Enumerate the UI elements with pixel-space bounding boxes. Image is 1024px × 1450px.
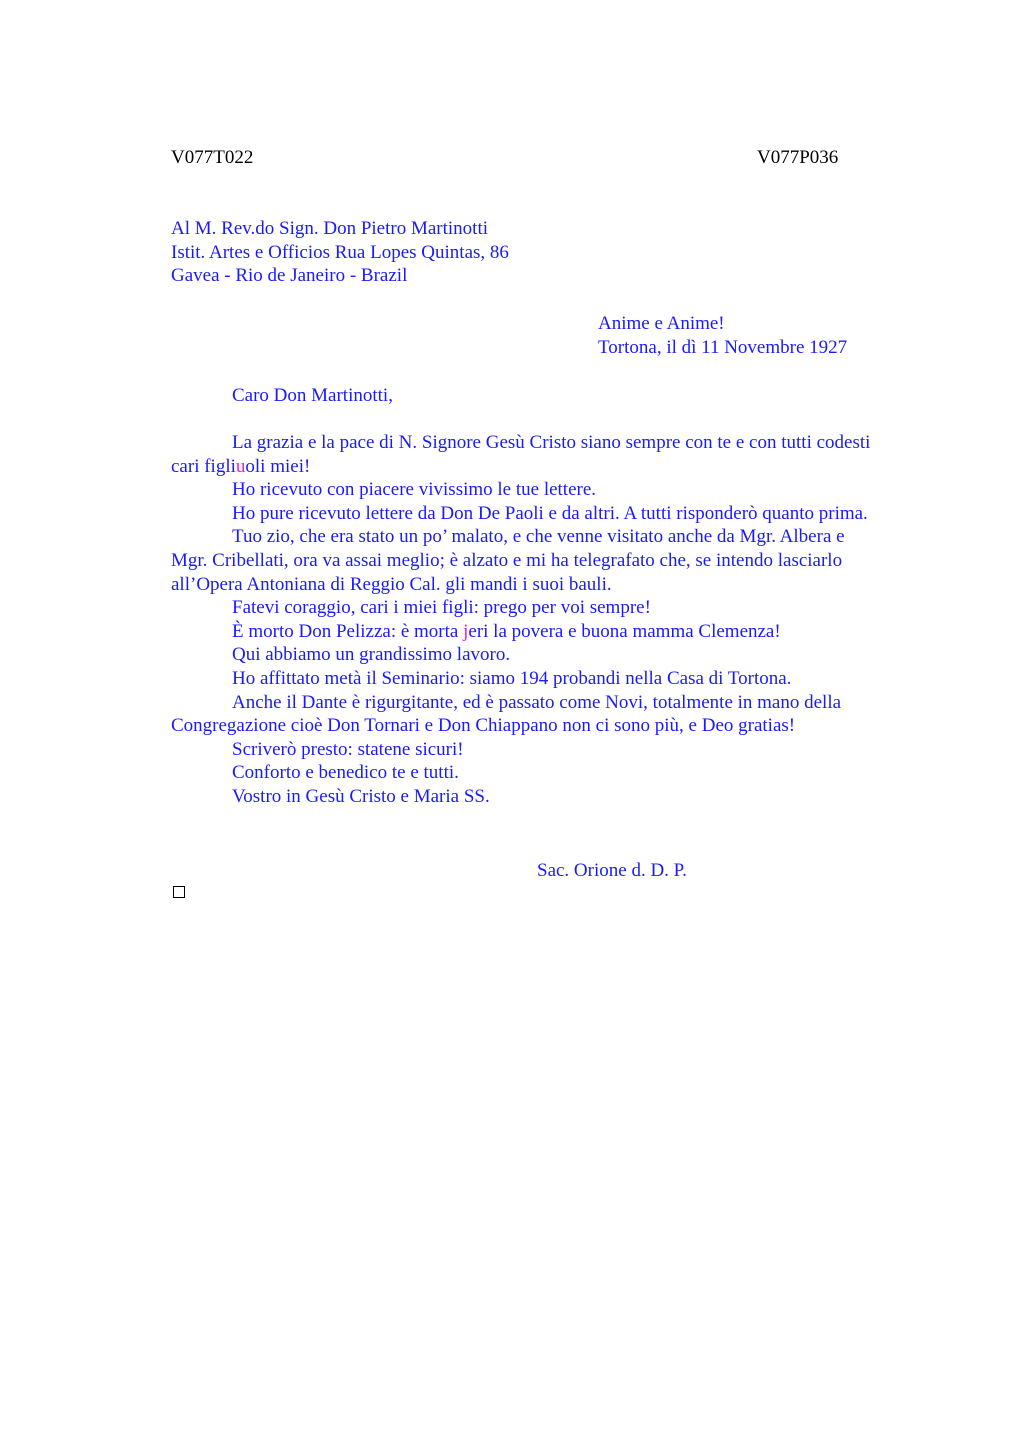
body-line: Scriverò presto: statene sicuri! bbox=[232, 738, 464, 760]
body-line: Mgr. Cribellati, ora va assai meglio; è alzato e mi ha telegrafato che, se intendo lasciarlo bbox=[171, 549, 843, 571]
address-block bbox=[171, 217, 931, 288]
letter-body bbox=[171, 431, 931, 809]
body-line: Qui abbiamo un grandissimo lavoro. bbox=[232, 644, 511, 666]
body-line: La grazia e la pace di N. Signore Gesù Cristo siano sempre con te e con tutti codesti bbox=[232, 432, 871, 453]
salutation: Caro Don Martinotti, bbox=[232, 385, 393, 406]
body-line: Conforto e benedico te e tutti. bbox=[232, 762, 459, 784]
address-line-1: Al M. Rev.do Sign. Don Pietro Martinotti bbox=[171, 218, 489, 239]
body-text: eri la povera e buona mamma Clemenza! bbox=[468, 620, 781, 642]
body-line: Ho pure ricevuto lettere da Don De Paoli e da altri. A tutti risponderò quanto prima. bbox=[232, 502, 868, 524]
body-line: Congregazione cioè Don Tornari e Don Chiappano non ci sono più, e Deo gratias! bbox=[171, 715, 796, 737]
checkbox-square-icon bbox=[173, 886, 185, 898]
body-text: È morto Don Pelizza: è morta bbox=[232, 620, 464, 642]
body-line bbox=[171, 620, 931, 644]
header-right-code: V077P036 bbox=[757, 147, 839, 168]
editorial-mark: j bbox=[463, 620, 469, 642]
place-date: Tortona, il dì 11 Novembre 1927 bbox=[598, 337, 848, 358]
body-line: Vostro in Gesù Cristo e Maria SS. bbox=[232, 785, 490, 807]
body-text: oli miei! bbox=[245, 455, 311, 477]
address-line-3: Gavea - Rio de Janeiro - Brazil bbox=[171, 265, 408, 287]
address-line-2: Istit. Artes e Officios Rua Lopes Quintas, 86 bbox=[171, 241, 509, 263]
body-line: all’Opera Antoniana di Reggio Cal. gli mandi i suoi bauli. bbox=[171, 573, 612, 595]
header-left-code: V077T022 bbox=[171, 147, 254, 168]
body-line bbox=[171, 455, 931, 479]
body-line: Fatevi coraggio, cari i miei figli: prego per voi sempre! bbox=[232, 597, 651, 619]
motto: Anime e Anime! bbox=[598, 313, 725, 334]
editorial-mark: u bbox=[235, 455, 246, 477]
signature: Sac. Orione d. D. P. bbox=[537, 860, 687, 881]
body-text: cari figli bbox=[171, 455, 236, 477]
body-line: Anche il Dante è rigurgitante, ed è passato come Novi, totalmente in mano della bbox=[232, 691, 842, 713]
body-line: Ho affittato metà il Seminario: siamo 194 probandi nella Casa di Tortona. bbox=[232, 667, 792, 689]
body-line: Tuo zio, che era stato un po’ malato, e che venne visitato anche da Mgr. Albera e bbox=[232, 526, 845, 548]
body-line: Ho ricevuto con piacere vivissimo le tue lettere. bbox=[232, 479, 597, 501]
